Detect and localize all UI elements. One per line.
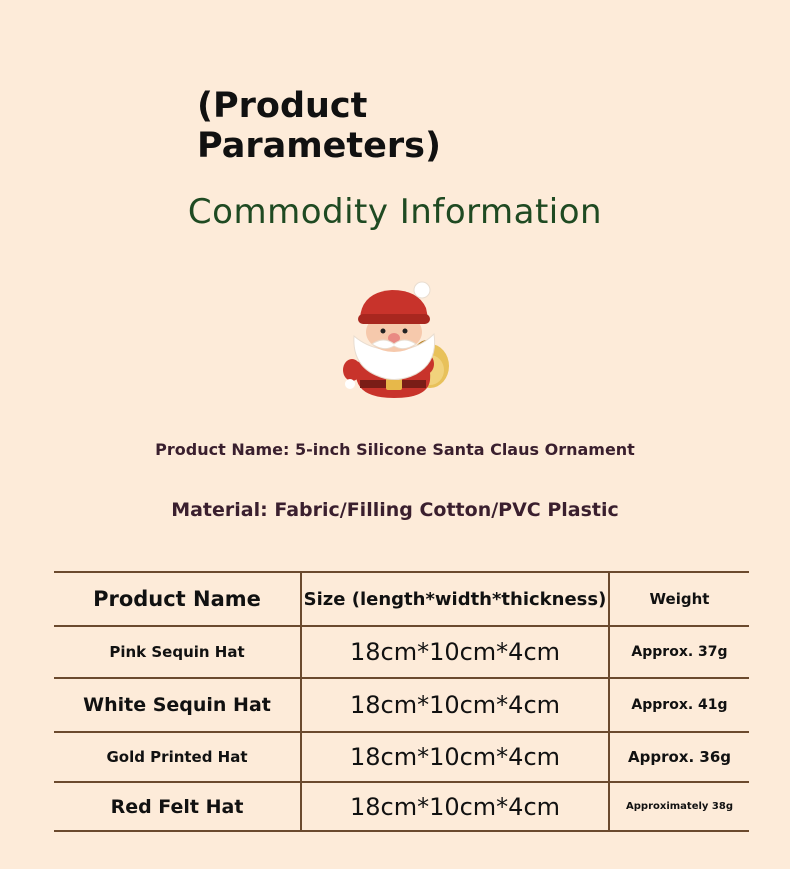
cell-size: 18cm*10cm*4cm: [301, 626, 609, 678]
table-row: [54, 626, 749, 678]
cell-product-name: Gold Printed Hat: [54, 732, 301, 782]
table-row: [54, 732, 749, 782]
header-weight: Weight: [609, 572, 749, 626]
parameters-table: [54, 571, 749, 832]
cell-weight: Approx. 36g: [609, 732, 749, 782]
table-header-row: [54, 572, 749, 626]
cell-size: 18cm*10cm*4cm: [301, 678, 609, 732]
cell-size: 18cm*10cm*4cm: [301, 732, 609, 782]
cell-product-name: Pink Sequin Hat: [54, 626, 301, 678]
cell-product-name: Red Felt Hat: [54, 782, 301, 831]
table-row: [54, 782, 749, 831]
cell-product-name: White Sequin Hat: [54, 678, 301, 732]
santa-claus-illustration: [338, 280, 454, 406]
cell-weight: Approx. 41g: [609, 678, 749, 732]
cell-size: 18cm*10cm*4cm: [301, 782, 609, 831]
header-size: Size (length*width*thickness): [301, 572, 609, 626]
product-name-text: Product Name: 5-inch Silicone Santa Claus Ornament: [155, 440, 635, 459]
material-text: Material: Fabric/Filling Cotton/PVC Plastic: [171, 499, 619, 521]
page-title: (Product Parameters): [197, 86, 441, 166]
header-product-name: Product Name: [54, 572, 301, 626]
cell-weight: Approximately 38g: [609, 782, 749, 831]
cell-weight: Approx. 37g: [609, 626, 749, 678]
section-subtitle: Commodity Information: [187, 192, 603, 232]
table-row: [54, 678, 749, 732]
